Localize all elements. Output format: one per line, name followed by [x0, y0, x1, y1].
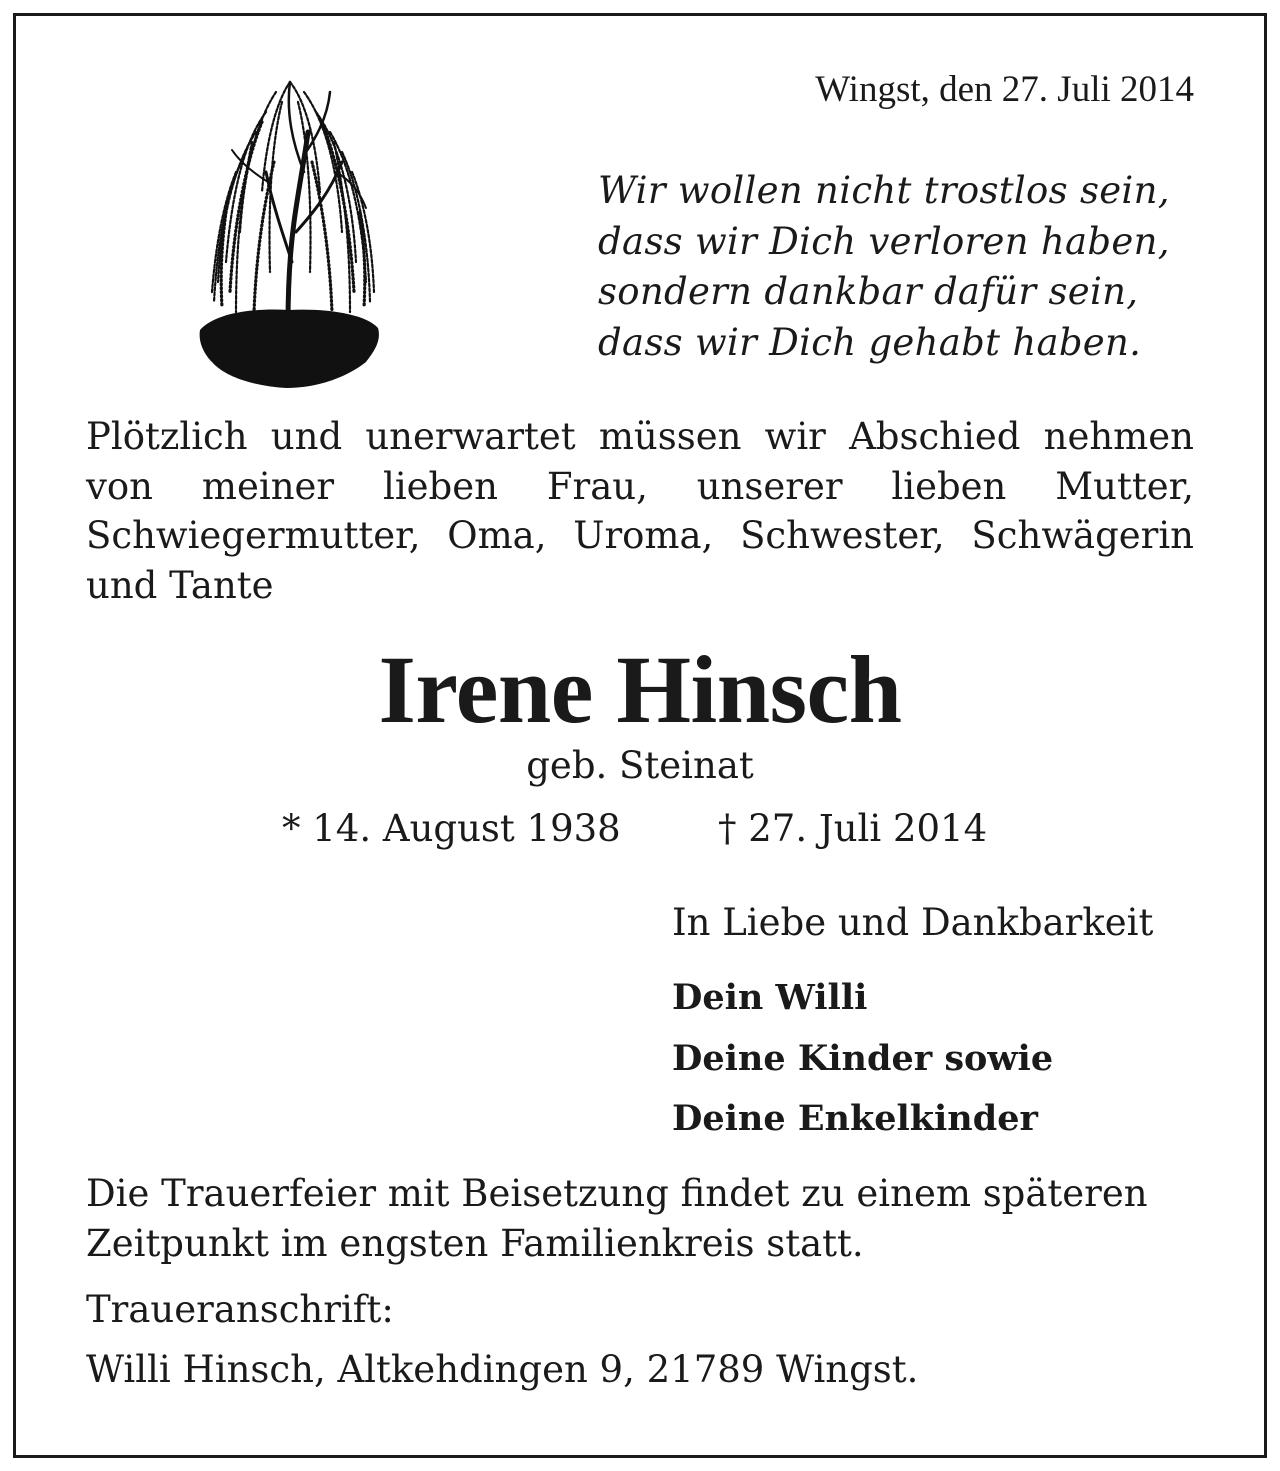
address-label: Traueranschrift: [86, 1288, 394, 1331]
poem-line: sondern dankbar dafür sein, [598, 270, 1139, 313]
poem-line: dass wir Dich verloren haben, [598, 219, 1170, 263]
mourning-address: Willi Hinsch, Altkehdingen 9, 21789 Wingst. [86, 1348, 919, 1391]
intro-text: Plötzlich und unerwartet müssen wir Abschied nehmen von meiner lieben Frau, unserer lieben Mutter, Schwiegermutter, Oma, Uroma, Schwester, Schwägerin und Tante [86, 415, 1194, 607]
birth-date: * 14. August 1938 [282, 807, 621, 850]
poem [598, 166, 1218, 368]
deceased-name: Irene Hinsch [378, 636, 902, 743]
maiden-name: geb. Steinat [526, 744, 754, 787]
signer: Deine Kinder sowie [672, 1037, 1054, 1079]
place-date: Wingst, den 27. Juli 2014 [815, 69, 1194, 110]
signer: Deine Enkelkinder [672, 1098, 1038, 1139]
signers [672, 968, 1053, 1150]
poem-line: dass wir Dich gehabt haben. [598, 320, 1142, 364]
funeral-note: Die Trauerfeier mit Beisetzung findet zu einem späteren Zeitpunkt im engsten Familienkreis statt. [86, 1172, 1148, 1265]
closing-phrase: In Liebe und Dankbarkeit [672, 901, 1154, 944]
signer: Dein Willi [672, 977, 868, 1018]
death-date: † 27. Juli 2014 [718, 807, 988, 850]
poem-line: Wir wollen nicht trostlos sein, [598, 169, 1170, 212]
weeping-willow-icon [196, 62, 382, 394]
